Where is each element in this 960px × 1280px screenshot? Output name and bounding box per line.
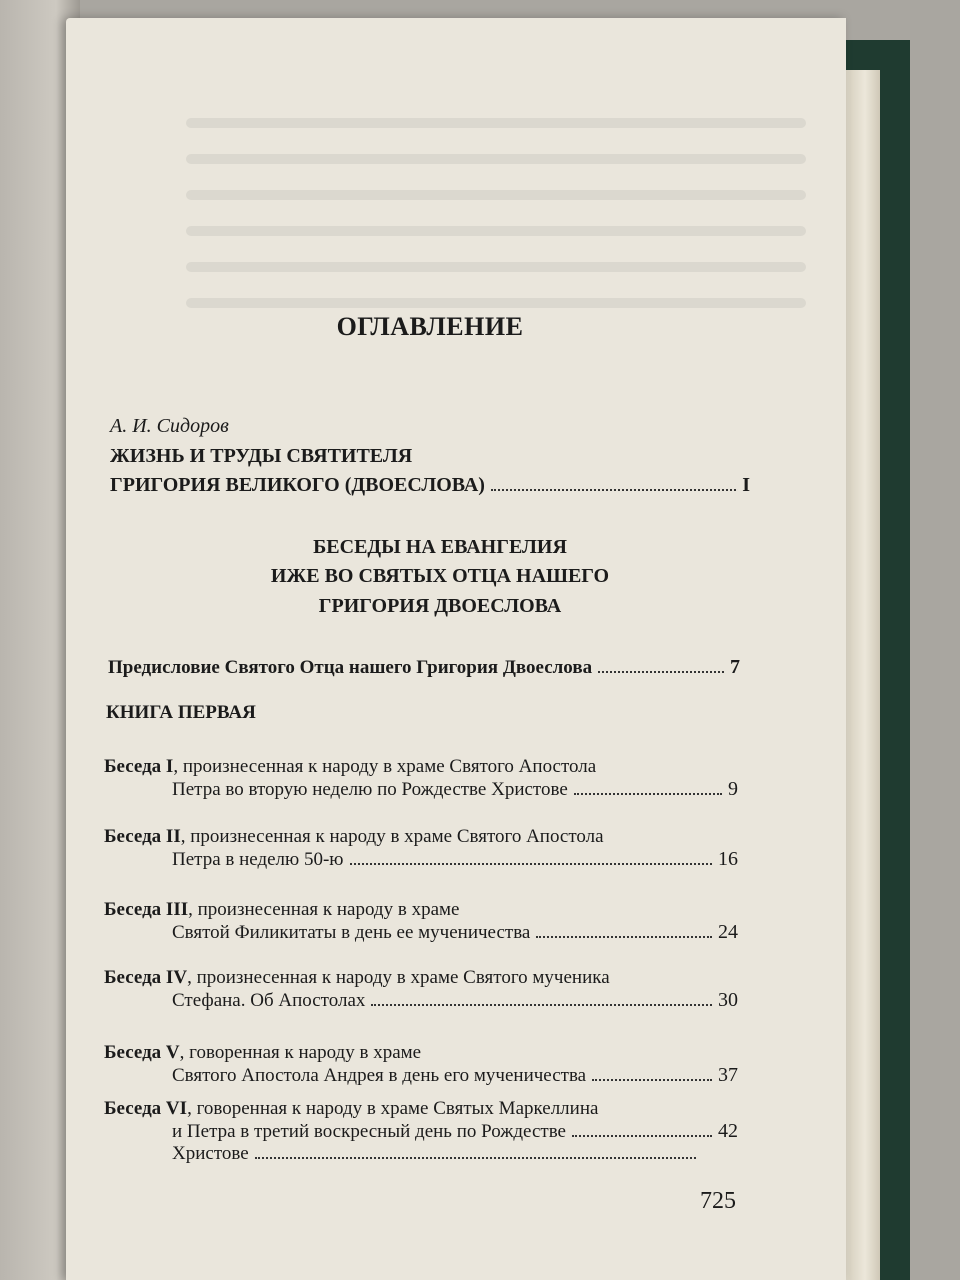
entry-text-2: Святой Филикитаты в день ее мученичества (172, 922, 531, 943)
entry-text: , говоренная к народу в храме (179, 1042, 422, 1063)
entry-label: Беседа VI (104, 1098, 188, 1119)
entry-page: 30 (718, 989, 738, 1011)
leader-dots (592, 1065, 712, 1081)
entry-label: Беседа II (104, 826, 181, 847)
preface-page: 7 (730, 656, 740, 678)
preface-entry (108, 656, 740, 679)
entry-line2 (172, 921, 738, 944)
page-title: ОГЛАВЛЕНИЕ (336, 312, 524, 341)
entry-text: , произнесенная к народу в храме Святого Апостола (180, 826, 604, 847)
intro-title-line2 (110, 474, 750, 497)
entry-line2 (172, 1064, 738, 1087)
author-name: А. И. Сидоров (110, 415, 229, 437)
toc-entry (104, 756, 738, 801)
toc-entry (104, 826, 738, 871)
entry-page: 9 (728, 778, 738, 800)
intro-page: I (742, 474, 750, 496)
entry-label: Беседа I (104, 756, 174, 777)
leader-dots (598, 657, 724, 673)
section-title-3: ГРИГОРИЯ ДВОЕСЛОВА (318, 595, 562, 617)
toc-entry (104, 1098, 738, 1165)
entry-text-3: Христове (172, 1143, 249, 1164)
entry-page: 37 (718, 1064, 738, 1086)
section-title-1: БЕСЕДЫ НА ЕВАНГЕЛИЯ (313, 536, 567, 558)
toc-entry (104, 1042, 738, 1087)
entry-label: Беседа V (104, 1042, 180, 1063)
entry-line2 (172, 848, 738, 871)
entry-text-2: Петра во вторую неделю по Рождестве Христове (172, 779, 568, 800)
book-heading: КНИГА ПЕРВАЯ (106, 702, 256, 723)
page-number: 725 (700, 1188, 736, 1214)
leader-dots (572, 1121, 712, 1137)
entry-text-2: Стефана. Об Апостолах (172, 990, 366, 1011)
leader-dots (574, 779, 722, 795)
entry-label: Беседа III (104, 899, 189, 920)
toc-entry (104, 967, 738, 1012)
entry-label: Беседа IV (104, 967, 188, 988)
entry-text: , произнесенная к народу в храме (188, 899, 460, 920)
leader-dots (255, 1143, 696, 1159)
entry-text: , произнесенная к народу в храме Святого Апостола (173, 756, 597, 777)
leader-dots (350, 849, 713, 865)
entry-text: , произнесенная к народу в храме Святого мученика (187, 967, 610, 988)
entry-text-2: Святого Апостола Андрея в день его мученичества (172, 1065, 587, 1086)
entry-text-2: Петра в неделю 50-ю (172, 849, 344, 870)
leader-dots (371, 990, 712, 1006)
section-title-2: ИЖЕ ВО СВЯТЫХ ОТЦА НАШЕГО (270, 565, 610, 587)
leader-dots (491, 475, 736, 491)
entry-text-2: и Петра в третий воскресный день по Рождестве (172, 1121, 566, 1142)
entry-page: 42 (718, 1120, 738, 1142)
entry-line3 (172, 1143, 702, 1165)
entry-line2 (172, 1120, 738, 1143)
entry-page: 16 (718, 848, 738, 870)
intro-title-line1: ЖИЗНЬ И ТРУДЫ СВЯТИТЕЛЯ (110, 445, 413, 467)
leader-dots (536, 922, 712, 938)
entry-line2 (172, 989, 738, 1012)
entry-text: , говоренная к народу в храме Святых Маркеллина (187, 1098, 599, 1119)
entry-page: 24 (718, 921, 738, 943)
toc-entry (104, 899, 738, 944)
preface-title: Предисловие Святого Отца нашего Григория Двоеслова (108, 657, 593, 678)
intro-title-text: ГРИГОРИЯ ВЕЛИКОГО (ДВОЕСЛОВА) (110, 474, 485, 496)
entry-line2 (172, 778, 738, 801)
